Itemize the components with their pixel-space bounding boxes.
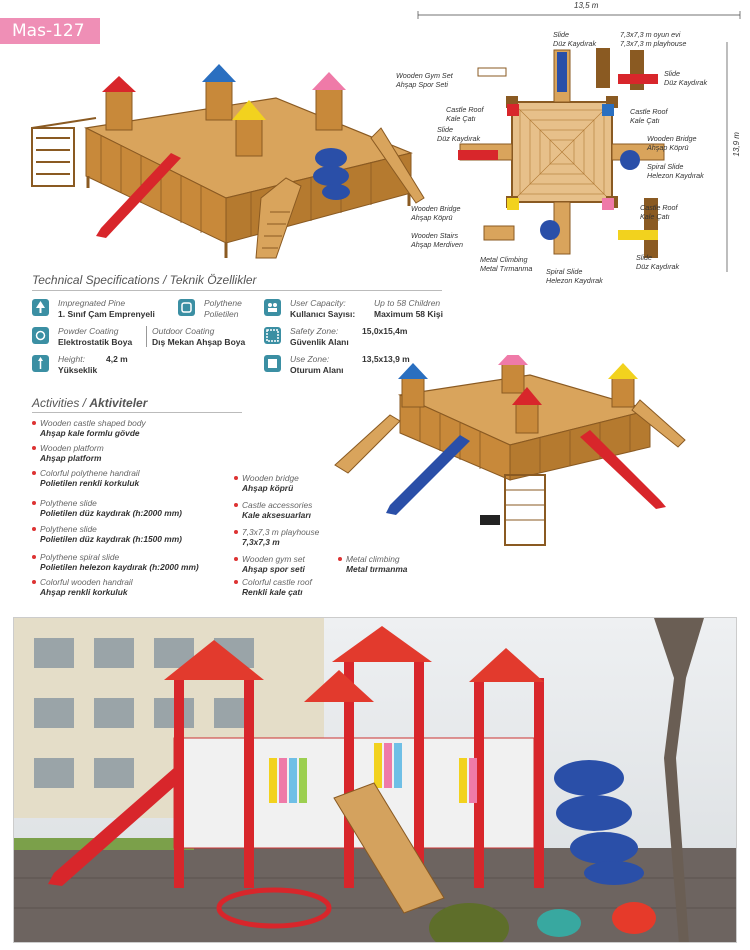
plan-label-bridge-right: Wooden Bridge Ahşap Köprü bbox=[647, 134, 697, 152]
playground-plan bbox=[450, 40, 680, 270]
activity-item: Wooden gym set Ahşap spor seti bbox=[242, 554, 305, 574]
activity-item: Polythene slide Polietilen düz kaydırak (h:2000 mm) bbox=[40, 498, 182, 518]
polythene-icon bbox=[178, 299, 195, 316]
spec-use-value: 13,5x13,9 m bbox=[362, 354, 410, 364]
pine-icon bbox=[32, 299, 49, 316]
playground-render-top bbox=[26, 58, 426, 268]
playground-render-middle bbox=[330, 355, 690, 555]
plan-label-stairs: Wooden Stairs Ahşap Merdiven bbox=[411, 231, 463, 249]
activities-rule bbox=[32, 412, 242, 413]
use-zone-icon bbox=[264, 355, 281, 372]
plan-label-castle-roof-br: Castle Roof Kale Çatı bbox=[640, 203, 678, 221]
spec-outdoor: Outdoor Coating Dış Mekan Ahşap Boya bbox=[146, 326, 245, 347]
safety-zone-icon bbox=[264, 327, 281, 344]
spec-height: Height: Yükseklik bbox=[58, 354, 98, 375]
activity-item: Polythene spiral slide Polietilen helezon kaydırak (h:2000 mm) bbox=[40, 552, 199, 572]
spec-use: Use Zone: Oturum Alanı bbox=[290, 354, 344, 375]
spec-safety: Safety Zone: Güvenlik Alanı bbox=[290, 326, 349, 347]
plan-height-label: 13,9 m bbox=[731, 132, 741, 157]
plan-label-castle-roof-right: Castle Roof Kale Çatı bbox=[630, 107, 668, 125]
activity-item: Castle accessories Kale aksesuarları bbox=[242, 500, 313, 520]
activity-item: Wooden bridge Ahşap köprü bbox=[242, 473, 299, 493]
plan-label-spiral-bottom: Spiral Slide Helezon Kaydırak bbox=[546, 267, 603, 285]
plan-label-slide-left: Slide Düz Kaydırak bbox=[437, 125, 481, 143]
activity-item: Colorful polythene handrail Polietilen renkli korkuluk bbox=[40, 468, 140, 488]
activity-item: Wooden platform Ahşap platform bbox=[40, 443, 104, 463]
activity-item: Polythene slide Polietilen düz kaydırak (h:1500 mm) bbox=[40, 524, 182, 544]
product-code-badge: Mas-127 bbox=[0, 18, 100, 44]
tech-spec-title: Technical Specifications / Teknik Özellikler bbox=[32, 273, 257, 287]
spec-powder: Powder Coating Elektrostatik Boya bbox=[58, 326, 133, 347]
plan-label-slide-br: Slide Düz Kaydırak bbox=[636, 253, 680, 271]
capacity-icon bbox=[264, 299, 281, 316]
plan-label-spiral-right: Spiral Slide Helezon Kaydırak bbox=[647, 162, 704, 180]
activity-item: Wooden castle shaped body Ahşap kale formlu gövde bbox=[40, 418, 146, 438]
height-icon bbox=[32, 355, 49, 372]
activity-item: Colorful wooden handrail Ahşap renkli korkuluk bbox=[40, 577, 133, 597]
spec-height-value: 4,2 m bbox=[106, 354, 128, 364]
plan-label-gym-set: Wooden Gym Set Ahşap Spor Seti bbox=[396, 71, 453, 89]
spec-capacity: User Capacity: Kullanıcı Sayısı: bbox=[290, 298, 356, 319]
spec-safety-value: 15,0x15,4m bbox=[362, 326, 408, 336]
activity-item: Metal climbing Metal tırmanma bbox=[346, 554, 408, 574]
plan-label-playhouse: 7,3x7,3 m oyun evi 7,3x7,3 m playhouse bbox=[620, 30, 687, 48]
activity-item: Colorful castle roof Renkli kale çatı bbox=[242, 577, 312, 597]
plan-label-slide-top: Slide Düz Kaydırak bbox=[553, 30, 597, 48]
activities-title: Activities / Aktiviteler bbox=[32, 396, 148, 410]
spec-capacity-value: Up to 58 Children Maximum 58 Kişi bbox=[374, 298, 443, 319]
plan-label-climbing: Metal Climbing Metal Tırmanma bbox=[480, 255, 533, 273]
tech-spec-rule bbox=[32, 290, 442, 291]
powder-coating-icon bbox=[32, 327, 49, 344]
spec-pine: Impregnated Pine 1. Sınıf Çam Emprenyeli bbox=[58, 298, 155, 319]
plan-label-castle-roof-left: Castle Roof Kale Çatı bbox=[446, 105, 484, 123]
activity-item: 7,3x7,3 m playhouse 7,3x7,3 m bbox=[242, 527, 320, 547]
spec-polythene: Polythene Polietilen bbox=[204, 298, 242, 319]
plan-width-label: 13,5 m bbox=[574, 1, 599, 10]
plan-label-bridge-left: Wooden Bridge Ahşap Köprü bbox=[411, 204, 461, 222]
plan-label-slide-right-top: Slide Düz Kaydırak bbox=[664, 69, 708, 87]
playground-photo bbox=[13, 617, 737, 943]
